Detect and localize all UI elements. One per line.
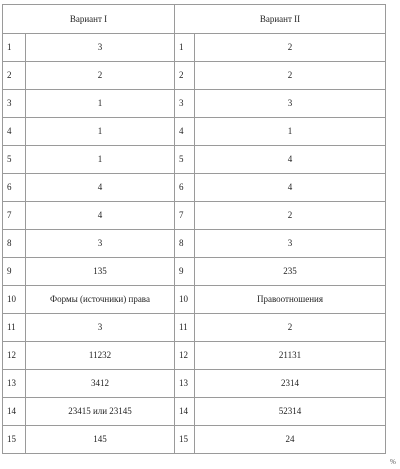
variant-2-answer: 1 bbox=[195, 118, 386, 146]
variant-1-answer: 1 bbox=[26, 90, 175, 118]
table-row bbox=[3, 426, 386, 454]
variant-2-header: Вариант II bbox=[175, 5, 386, 34]
variant-2-question-number: 3 bbox=[175, 90, 195, 118]
variant-2-question-number: 1 bbox=[175, 34, 195, 62]
table-row bbox=[3, 146, 386, 174]
variant-1-question-number: 9 bbox=[3, 258, 26, 286]
table-row bbox=[3, 370, 386, 398]
variant-2-answer: 2 bbox=[195, 62, 386, 90]
table-row bbox=[3, 258, 386, 286]
variant-2-answer: 24 bbox=[195, 426, 386, 454]
variant-1-question-number: 2 bbox=[3, 62, 26, 90]
variant-1-question-number: 4 bbox=[3, 118, 26, 146]
variant-1-answer: 145 bbox=[26, 426, 175, 454]
variant-1-answer: 3 bbox=[26, 314, 175, 342]
table-row bbox=[3, 90, 386, 118]
variant-2-question-number: 14 bbox=[175, 398, 195, 426]
table-row bbox=[3, 314, 386, 342]
variant-2-answer: Правоотношения bbox=[195, 286, 386, 314]
variant-2-answer: 21131 bbox=[195, 342, 386, 370]
table-row bbox=[3, 398, 386, 426]
table-row bbox=[3, 174, 386, 202]
variant-1-question-number: 6 bbox=[3, 174, 26, 202]
variant-2-question-number: 7 bbox=[175, 202, 195, 230]
answers-table bbox=[2, 4, 386, 454]
variant-2-answer: 4 bbox=[195, 174, 386, 202]
variant-1-answer: 3412 bbox=[26, 370, 175, 398]
variant-2-question-number: 6 bbox=[175, 174, 195, 202]
variant-1-answer: 11232 bbox=[26, 342, 175, 370]
variant-1-answer: 2 bbox=[26, 62, 175, 90]
variant-2-question-number: 5 bbox=[175, 146, 195, 174]
variant-2-question-number: 4 bbox=[175, 118, 195, 146]
variant-2-answer: 2 bbox=[195, 34, 386, 62]
variant-1-question-number: 12 bbox=[3, 342, 26, 370]
variant-1-answer: 1 bbox=[26, 118, 175, 146]
variant-2-answer: 2 bbox=[195, 314, 386, 342]
answers-body bbox=[3, 34, 386, 454]
variant-2-answer: 235 bbox=[195, 258, 386, 286]
variant-2-question-number: 10 bbox=[175, 286, 195, 314]
variant-1-question-number: 7 bbox=[3, 202, 26, 230]
variant-2-question-number: 11 bbox=[175, 314, 195, 342]
variant-2-question-number: 2 bbox=[175, 62, 195, 90]
variant-1-question-number: 14 bbox=[3, 398, 26, 426]
variant-2-question-number: 12 bbox=[175, 342, 195, 370]
variant-1-answer: 23415 или 23145 bbox=[26, 398, 175, 426]
table-row bbox=[3, 118, 386, 146]
variant-1-question-number: 1 bbox=[3, 34, 26, 62]
variant-1-answer: Формы (источники) права bbox=[26, 286, 175, 314]
variant-1-question-number: 3 bbox=[3, 90, 26, 118]
table-row bbox=[3, 342, 386, 370]
table-row bbox=[3, 62, 386, 90]
table-row bbox=[3, 202, 386, 230]
variant-1-question-number: 15 bbox=[3, 426, 26, 454]
variant-1-question-number: 5 bbox=[3, 146, 26, 174]
variant-1-header: Вариант I bbox=[3, 5, 175, 34]
variant-2-question-number: 15 bbox=[175, 426, 195, 454]
table-row bbox=[3, 286, 386, 314]
variant-2-answer: 3 bbox=[195, 90, 386, 118]
variant-1-answer: 3 bbox=[26, 34, 175, 62]
variant-1-answer: 135 bbox=[26, 258, 175, 286]
variant-2-answer: 4 bbox=[195, 146, 386, 174]
variant-2-answer: 2 bbox=[195, 202, 386, 230]
header-row bbox=[3, 5, 386, 34]
variant-1-question-number: 10 bbox=[3, 286, 26, 314]
corner-mark: % bbox=[390, 458, 396, 466]
variant-1-answer: 4 bbox=[26, 174, 175, 202]
variant-2-answer: 52314 bbox=[195, 398, 386, 426]
variant-2-answer: 3 bbox=[195, 230, 386, 258]
variant-2-question-number: 9 bbox=[175, 258, 195, 286]
variant-2-question-number: 8 bbox=[175, 230, 195, 258]
variant-1-answer: 4 bbox=[26, 202, 175, 230]
variant-1-answer: 3 bbox=[26, 230, 175, 258]
variant-1-question-number: 11 bbox=[3, 314, 26, 342]
variant-2-question-number: 13 bbox=[175, 370, 195, 398]
table-row bbox=[3, 34, 386, 62]
variant-1-answer: 1 bbox=[26, 146, 175, 174]
variant-1-question-number: 13 bbox=[3, 370, 26, 398]
table-row bbox=[3, 230, 386, 258]
variant-2-answer: 2314 bbox=[195, 370, 386, 398]
variant-1-question-number: 8 bbox=[3, 230, 26, 258]
